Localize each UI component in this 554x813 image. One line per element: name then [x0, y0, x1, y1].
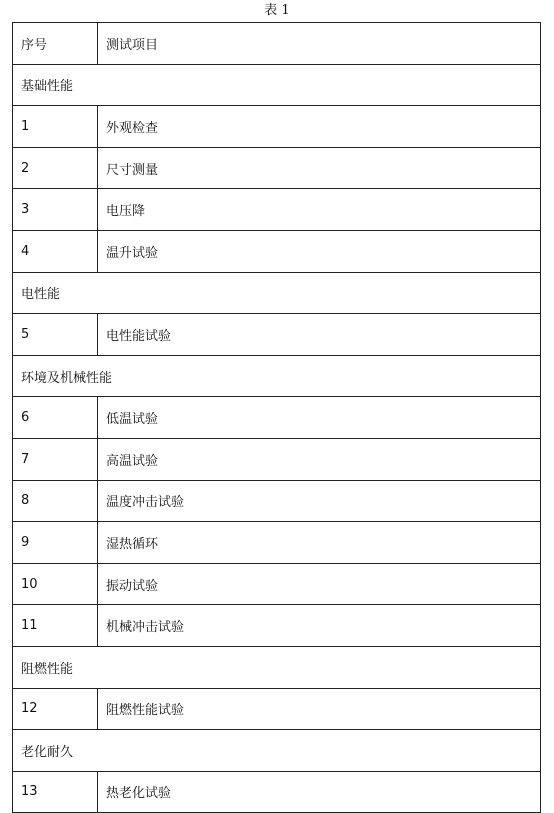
test-item-cell: 机械冲击试验	[98, 605, 541, 647]
group-row	[13, 272, 541, 314]
test-item-cell: 热老化试验	[98, 771, 541, 813]
group-row	[13, 646, 541, 688]
index-cell: 3	[13, 189, 98, 231]
index-cell: 10	[13, 563, 98, 605]
index-cell: 7	[13, 438, 98, 480]
group-row	[13, 730, 541, 772]
test-item-cell: 湿热循环	[98, 522, 541, 564]
index-cell: 6	[13, 397, 98, 439]
table-row	[13, 189, 541, 231]
index-cell: 11	[13, 605, 98, 647]
test-items-table	[12, 22, 541, 813]
group-label-cell: 电性能	[13, 272, 541, 314]
test-item-cell: 电性能试验	[98, 314, 541, 356]
index-cell: 12	[13, 688, 98, 730]
table-row	[13, 605, 541, 647]
index-cell: 2	[13, 147, 98, 189]
table-row	[13, 771, 541, 813]
index-cell: 1	[13, 106, 98, 148]
table-row	[13, 438, 541, 480]
group-row	[13, 64, 541, 106]
header-index-cell: 序号	[13, 23, 98, 65]
group-label-cell: 阻燃性能	[13, 646, 541, 688]
header-item-cell: 测试项目	[98, 23, 541, 65]
test-item-cell: 电压降	[98, 189, 541, 231]
index-cell: 9	[13, 522, 98, 564]
index-cell: 8	[13, 480, 98, 522]
index-cell: 5	[13, 314, 98, 356]
group-label-cell: 基础性能	[13, 64, 541, 106]
test-item-cell: 温升试验	[98, 230, 541, 272]
table-caption: 表 1	[264, 3, 290, 18]
test-item-cell: 高温试验	[98, 438, 541, 480]
table-row	[13, 563, 541, 605]
table-row	[13, 314, 541, 356]
test-item-cell: 温度冲击试验	[98, 480, 541, 522]
group-row	[13, 355, 541, 397]
table-row	[13, 522, 541, 564]
group-label-cell: 环境及机械性能	[13, 355, 541, 397]
test-item-cell: 尺寸测量	[98, 147, 541, 189]
table-body	[13, 23, 541, 813]
table-row	[13, 688, 541, 730]
table-row	[13, 147, 541, 189]
test-item-cell: 振动试验	[98, 563, 541, 605]
table-row	[13, 106, 541, 148]
table-row	[13, 480, 541, 522]
test-item-cell: 外观检查	[98, 106, 541, 148]
test-item-cell: 阻燃性能试验	[98, 688, 541, 730]
test-item-cell: 低温试验	[98, 397, 541, 439]
index-cell: 4	[13, 230, 98, 272]
table-row	[13, 397, 541, 439]
header-row	[13, 23, 541, 65]
index-cell: 13	[13, 771, 98, 813]
group-label-cell: 老化耐久	[13, 730, 541, 772]
table-row	[13, 230, 541, 272]
